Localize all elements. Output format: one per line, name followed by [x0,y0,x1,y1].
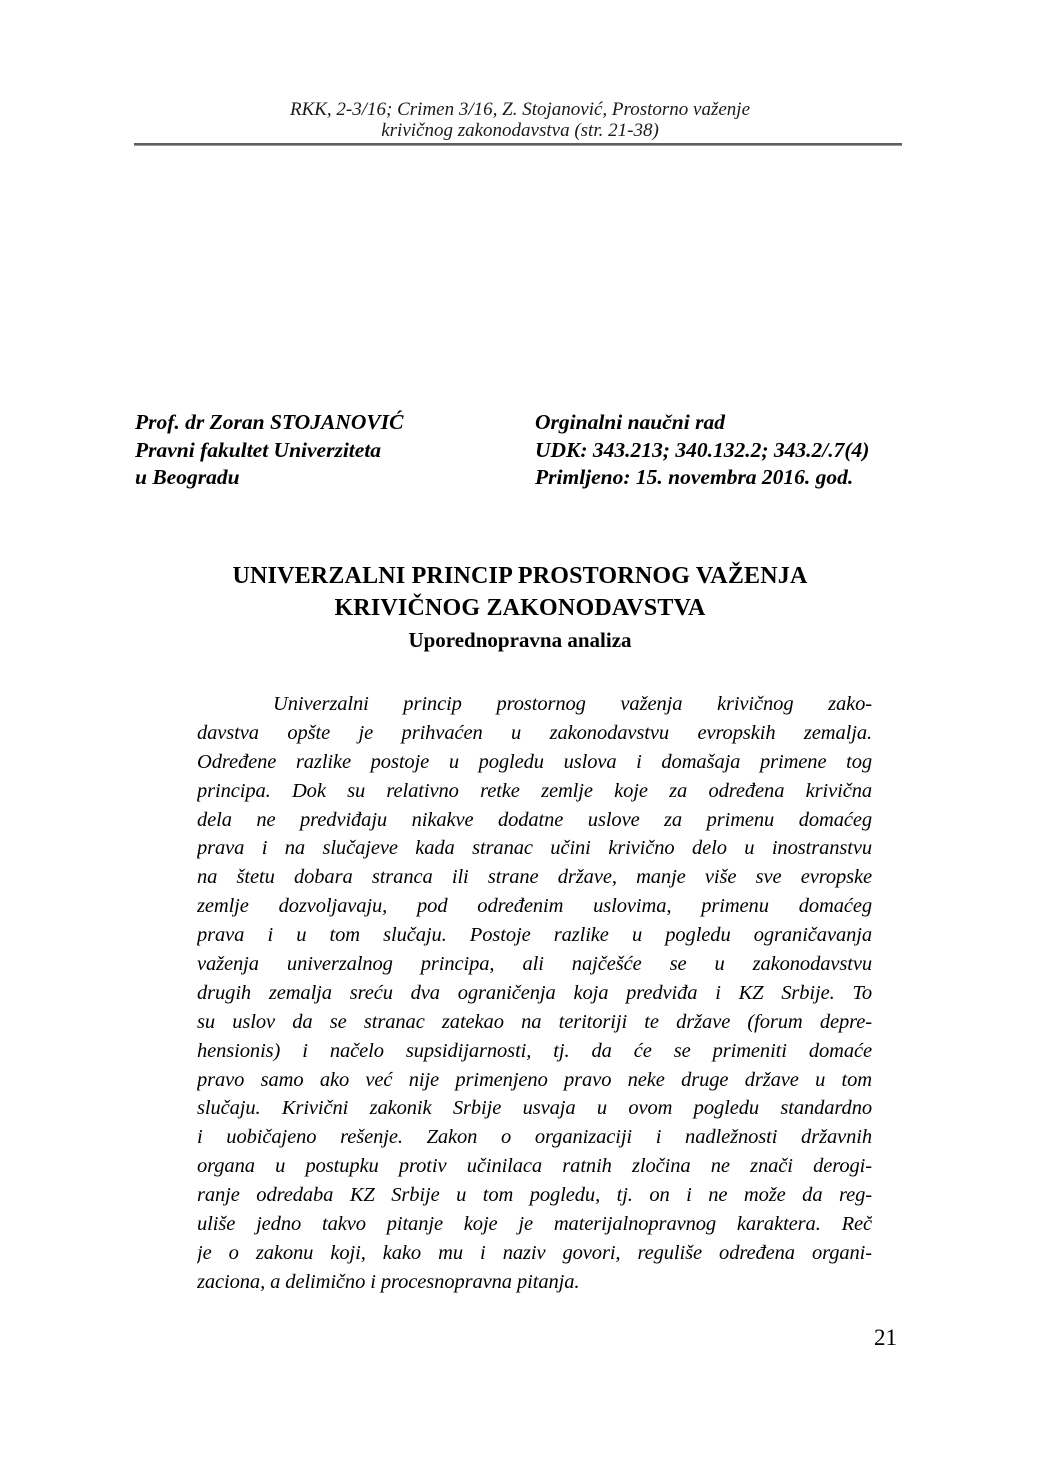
author-info [135,409,535,492]
abstract-line: i uobičajeno rešenje. Zakon o organizaciji i nadležnosti državnih [197,1126,872,1149]
abstract-line: važenja univerzalnog principa, ali najčešće se u zakonodavstvu [197,953,872,976]
abstract-line: hensionis) i načelo supsidijarnosti, tj. da će se primeniti domaće [197,1039,872,1062]
running-header [0,99,1040,141]
author-affiliation-line2: u Beogradu [135,465,240,489]
article-title-line2: KRIVIČNOG ZAKONODAVSTVA [334,595,706,621]
abstract-line: prava i na slučajeve kada stranac učini krivično delo u inostranstvu [197,837,872,860]
abstract-line: na štetu dobara stranca ili strane države, manje više sve evropske [197,866,872,889]
running-header-line2: krivičnog zakonodavstva (str. 21-38) [381,120,659,141]
page-number: 21 [874,1325,897,1350]
header-rule [134,143,902,146]
abstract-line: zaciona, a delimično i procesnopravna pitanja. [197,1270,580,1293]
article-subtitle: Uporednopravna analiza [408,628,632,652]
abstract-line: drugih zemalja sreću dva ograničenja koja predviđa i KZ Srbije. To [197,981,872,1004]
abstract-line: dela ne predviđaju nikakve dodatne uslove za primenu domaćeg [197,808,872,831]
abstract-line: prava i u tom slučaju. Postoje razlike u pogledu ograničavanja [197,924,872,947]
article-meta [535,409,901,492]
article-udk: UDK: 343.213; 340.132.2; 343.2/.7(4) [535,437,870,462]
abstract-line: uliše jedno takvo pitanje koje je materijalnopravnog karaktera. Reč [197,1213,872,1236]
author-name: Prof. dr Zoran STOJANOVIĆ [135,410,404,434]
author-block [135,409,901,492]
title-block [0,560,1040,656]
article-received-date: Primljeno: 15. novembra 2016. god. [535,465,854,489]
abstract-line: organa u postupku protiv učinilaca ratnih zločina ne znači derogi- [197,1155,872,1178]
abstract-line: ranje odredaba KZ Srbije u tom pogledu, tj. on i ne može da reg- [197,1184,872,1207]
abstract-line: davstva opšte je prihvaćen u zakonodavstvu evropskih zemalja. [197,721,872,744]
article-type: Orginalni naučni rad [535,410,725,434]
abstract-line: pravo samo ako već nije primenjeno pravo neke druge države u tom [197,1068,872,1091]
author-affiliation-line1: Pravni fakultet Univerziteta [135,437,382,462]
abstract-line: je o zakonu koji, kako mu i naziv govori, reguliše određena organi- [197,1241,872,1264]
abstract-line: Univerzalni princip prostornog važenja krivičnog zako- [273,693,872,715]
abstract-line: slučaju. Krivični zakonik Srbije usvaja u ovom pogledu standardno [197,1097,872,1120]
abstract-line: principa. Dok su relativno retke zemlje koje za određena krivična [197,779,872,802]
article-title-line1: UNIVERZALNI PRINCIP PROSTORNOG VAŽENJA [232,563,808,589]
abstract-line: su uslov da se stranac zatekao na teritoriji te države (forum depre- [197,1010,872,1033]
abstract-line: zemlje dozvoljavaju, pod određenim uslovima, primenu domaćeg [197,895,872,918]
running-header-line1: RKK, 2-3/16; Crimen 3/16, Z. Stojanović, Prostorno važenje [289,99,751,120]
abstract-paragraph [197,690,872,1297]
abstract-line: Određene razlike postoje u pogledu uslova i domašaja primene tog [197,750,872,773]
